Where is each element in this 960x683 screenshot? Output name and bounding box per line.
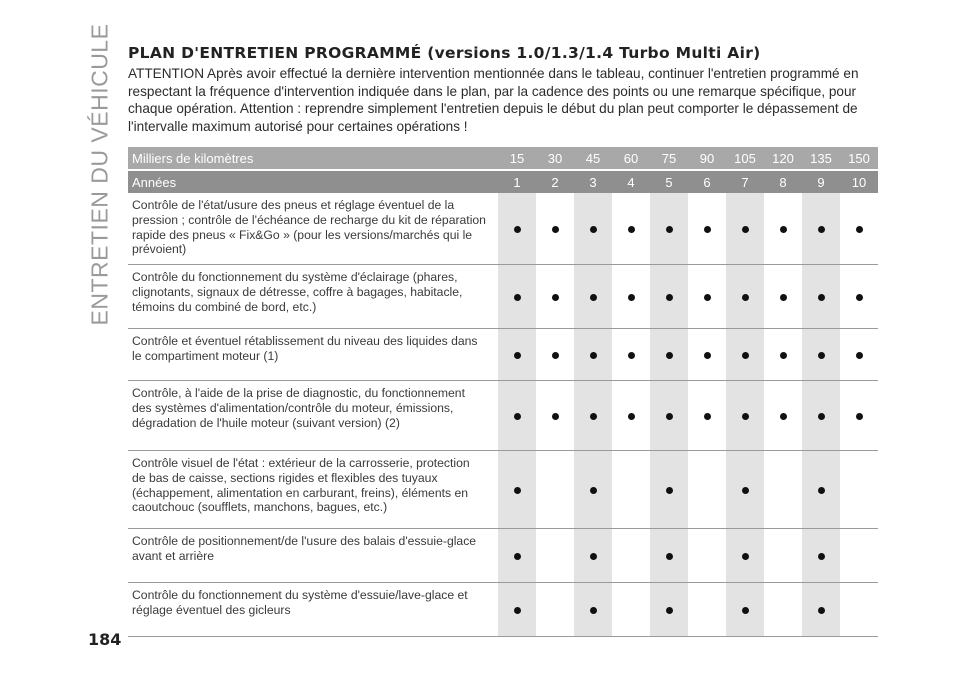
- schedule-cell: [536, 329, 574, 381]
- schedule-body: [128, 193, 878, 637]
- schedule-cell: [840, 265, 878, 329]
- scheduled-dot-icon: [514, 226, 521, 233]
- schedule-cell: [574, 329, 612, 381]
- scheduled-dot-icon: [780, 352, 787, 359]
- years-header-value: 1: [498, 170, 536, 193]
- scheduled-dot-icon: [780, 226, 787, 233]
- table-row: [128, 381, 878, 451]
- scheduled-dot-icon: [818, 553, 825, 560]
- scheduled-dot-icon: [818, 487, 825, 494]
- kilometers-header-value: 105: [726, 147, 764, 170]
- schedule-cell: [612, 193, 650, 265]
- scheduled-dot-icon: [590, 294, 597, 301]
- schedule-cell: [688, 381, 726, 451]
- schedule-cell: [498, 265, 536, 329]
- scheduled-dot-icon: [704, 352, 711, 359]
- years-header-value: 9: [802, 170, 840, 193]
- page-title: PLAN D'ENTRETIEN PROGRAMMÉ (versions 1.0/1.3/1.4 Turbo Multi Air): [128, 44, 761, 62]
- scheduled-dot-icon: [666, 226, 673, 233]
- schedule-cell: [650, 583, 688, 637]
- schedule-cell: [764, 329, 802, 381]
- years-header-value: 7: [726, 170, 764, 193]
- schedule-cell: [726, 193, 764, 265]
- schedule-cell: [726, 329, 764, 381]
- schedule-cell: [802, 529, 840, 583]
- kilometers-header-value: 135: [802, 147, 840, 170]
- operation-label: Contrôle, à l'aide de la prise de diagnostic, du fonctionnement des systèmes d'alimentation/contrôle du moteur, émissions, dégradation de l'huile moteur (suivant version) (2): [128, 381, 498, 451]
- schedule-cell: [536, 265, 574, 329]
- schedule-cell: [688, 583, 726, 637]
- scheduled-dot-icon: [742, 607, 749, 614]
- schedule-cell: [650, 193, 688, 265]
- schedule-cell: [498, 583, 536, 637]
- schedule-cell: [802, 583, 840, 637]
- years-header-value: 6: [688, 170, 726, 193]
- schedule-cell: [574, 583, 612, 637]
- scheduled-dot-icon: [514, 487, 521, 494]
- scheduled-dot-icon: [514, 553, 521, 560]
- scheduled-dot-icon: [704, 413, 711, 420]
- operation-label: Contrôle du fonctionnement du système d'éclairage (phares, clignotants, signaux de détresse, coffre à bagages, habitacle, témoins du combiné de bord, etc.): [128, 265, 498, 329]
- scheduled-dot-icon: [590, 487, 597, 494]
- scheduled-dot-icon: [590, 352, 597, 359]
- kilometers-header-value: 150: [840, 147, 878, 170]
- schedule-cell: [612, 529, 650, 583]
- scheduled-dot-icon: [514, 294, 521, 301]
- table-row: [128, 583, 878, 637]
- schedule-cell: [840, 529, 878, 583]
- schedule-cell: [536, 193, 574, 265]
- schedule-cell: [650, 381, 688, 451]
- kilometers-header-value: 90: [688, 147, 726, 170]
- scheduled-dot-icon: [590, 607, 597, 614]
- scheduled-dot-icon: [742, 413, 749, 420]
- kilometers-header-value: 60: [612, 147, 650, 170]
- schedule-cell: [726, 381, 764, 451]
- operation-label: Contrôle et éventuel rétablissement du niveau des liquides dans le compartiment moteur (1): [128, 329, 498, 381]
- schedule-cell: [574, 265, 612, 329]
- schedule-cell: [536, 583, 574, 637]
- schedule-cell: [764, 265, 802, 329]
- schedule-cell: [650, 265, 688, 329]
- operation-label: Contrôle de positionnement/de l'usure des balais d'essuie-glace avant et arrière: [128, 529, 498, 583]
- years-header-value: 3: [574, 170, 612, 193]
- scheduled-dot-icon: [856, 352, 863, 359]
- operation-label: Contrôle visuel de l'état : extérieur de la carrosserie, protection de bas de caisse, sections rigides et flexibles des tuyaux (échappement, alimentation en carburant, freins), éléments en caoutchouc (soufflets, manchons, bagues, etc.): [128, 451, 498, 529]
- schedule-cell: [726, 529, 764, 583]
- schedule-cell: [688, 329, 726, 381]
- schedule-cell: [802, 451, 840, 529]
- schedule-cell: [536, 381, 574, 451]
- section-side-title-text: ENTRETIEN DU VÉHICULE: [86, 23, 113, 325]
- page-number: 184: [88, 630, 122, 649]
- scheduled-dot-icon: [514, 352, 521, 359]
- schedule-cell: [840, 193, 878, 265]
- table-row: [128, 529, 878, 583]
- scheduled-dot-icon: [590, 226, 597, 233]
- scheduled-dot-icon: [590, 553, 597, 560]
- kilometers-header-value: 15: [498, 147, 536, 170]
- attention-paragraph: ATTENTION Après avoir effectué la dernière intervention mentionnée dans le tableau, continuer l'entretien programmé en respectant la fréquence d'intervention indiquée dans le plan, par la cadence des points ou une remarque spécifique, pour chaque opération. Attention : reprendre simplement l'entretien depuis le début du plan peut comporter le dépassement de l'intervalle maximum autorisé pour certaines opérations !: [128, 66, 859, 134]
- schedule-cell: [498, 451, 536, 529]
- scheduled-dot-icon: [818, 294, 825, 301]
- schedule-cell: [574, 529, 612, 583]
- scheduled-dot-icon: [742, 487, 749, 494]
- years-header-value: 5: [650, 170, 688, 193]
- maintenance-schedule-table: [128, 147, 878, 637]
- scheduled-dot-icon: [780, 294, 787, 301]
- schedule-cell: [688, 193, 726, 265]
- schedule-cell: [764, 583, 802, 637]
- section-side-title: [86, 23, 113, 325]
- scheduled-dot-icon: [666, 553, 673, 560]
- kilometers-header-label: Milliers de kilomètres: [128, 147, 498, 170]
- operation-label: Contrôle de l'état/usure des pneus et réglage éventuel de la pression ; contrôle de l'échéance de recharge du kit de réparation rapide des pneus « Fix&Go » (pour les versions/marchés qui le prévoient): [128, 193, 498, 265]
- scheduled-dot-icon: [666, 607, 673, 614]
- scheduled-dot-icon: [514, 607, 521, 614]
- scheduled-dot-icon: [818, 352, 825, 359]
- scheduled-dot-icon: [552, 294, 559, 301]
- schedule-cell: [612, 583, 650, 637]
- table-row: [128, 329, 878, 381]
- table-row: [128, 193, 878, 265]
- years-header-value: 2: [536, 170, 574, 193]
- page-content: [128, 44, 878, 637]
- scheduled-dot-icon: [818, 607, 825, 614]
- scheduled-dot-icon: [628, 352, 635, 359]
- scheduled-dot-icon: [742, 226, 749, 233]
- schedule-cell: [840, 451, 878, 529]
- schedule-cell: [688, 451, 726, 529]
- scheduled-dot-icon: [856, 294, 863, 301]
- scheduled-dot-icon: [628, 294, 635, 301]
- schedule-cell: [536, 529, 574, 583]
- schedule-cell: [498, 193, 536, 265]
- years-header-row: [128, 170, 878, 193]
- scheduled-dot-icon: [742, 553, 749, 560]
- kilometers-header-value: 30: [536, 147, 574, 170]
- schedule-cell: [612, 381, 650, 451]
- schedule-cell: [802, 329, 840, 381]
- schedule-cell: [840, 583, 878, 637]
- scheduled-dot-icon: [552, 413, 559, 420]
- schedule-cell: [498, 329, 536, 381]
- scheduled-dot-icon: [704, 226, 711, 233]
- schedule-cell: [764, 451, 802, 529]
- schedule-cell: [764, 529, 802, 583]
- scheduled-dot-icon: [666, 413, 673, 420]
- schedule-cell: [650, 451, 688, 529]
- table-row: [128, 265, 878, 329]
- schedule-cell: [840, 381, 878, 451]
- schedule-cell: [612, 451, 650, 529]
- schedule-cell: [498, 381, 536, 451]
- scheduled-dot-icon: [742, 352, 749, 359]
- scheduled-dot-icon: [590, 413, 597, 420]
- schedule-cell: [802, 193, 840, 265]
- schedule-cell: [498, 529, 536, 583]
- schedule-cell: [650, 329, 688, 381]
- scheduled-dot-icon: [666, 352, 673, 359]
- schedule-cell: [764, 193, 802, 265]
- schedule-cell: [764, 381, 802, 451]
- scheduled-dot-icon: [818, 226, 825, 233]
- years-header-value: 4: [612, 170, 650, 193]
- schedule-cell: [574, 451, 612, 529]
- table-row: [128, 451, 878, 529]
- schedule-cell: [574, 381, 612, 451]
- kilometers-header-value: 120: [764, 147, 802, 170]
- schedule-cell: [536, 451, 574, 529]
- schedule-cell: [802, 381, 840, 451]
- scheduled-dot-icon: [818, 413, 825, 420]
- scheduled-dot-icon: [514, 413, 521, 420]
- schedule-cell: [612, 265, 650, 329]
- years-header-value: 10: [840, 170, 878, 193]
- scheduled-dot-icon: [666, 487, 673, 494]
- schedule-cell: [802, 265, 840, 329]
- kilometers-header-value: 45: [574, 147, 612, 170]
- schedule-cell: [574, 193, 612, 265]
- schedule-cell: [688, 265, 726, 329]
- schedule-cell: [612, 329, 650, 381]
- scheduled-dot-icon: [742, 294, 749, 301]
- kilometers-header-row: [128, 147, 878, 170]
- schedule-cell: [650, 529, 688, 583]
- scheduled-dot-icon: [628, 226, 635, 233]
- schedule-cell: [726, 583, 764, 637]
- kilometers-header-value: 75: [650, 147, 688, 170]
- scheduled-dot-icon: [856, 413, 863, 420]
- operation-label: Contrôle du fonctionnement du système d'essuie/lave-glace et réglage éventuel des gicleurs: [128, 583, 498, 637]
- scheduled-dot-icon: [552, 352, 559, 359]
- scheduled-dot-icon: [628, 413, 635, 420]
- scheduled-dot-icon: [552, 226, 559, 233]
- schedule-cell: [726, 265, 764, 329]
- schedule-cell: [840, 329, 878, 381]
- scheduled-dot-icon: [666, 294, 673, 301]
- scheduled-dot-icon: [704, 294, 711, 301]
- schedule-cell: [688, 529, 726, 583]
- schedule-cell: [726, 451, 764, 529]
- scheduled-dot-icon: [856, 226, 863, 233]
- years-header-value: 8: [764, 170, 802, 193]
- scheduled-dot-icon: [780, 413, 787, 420]
- years-header-label: Années: [128, 170, 498, 193]
